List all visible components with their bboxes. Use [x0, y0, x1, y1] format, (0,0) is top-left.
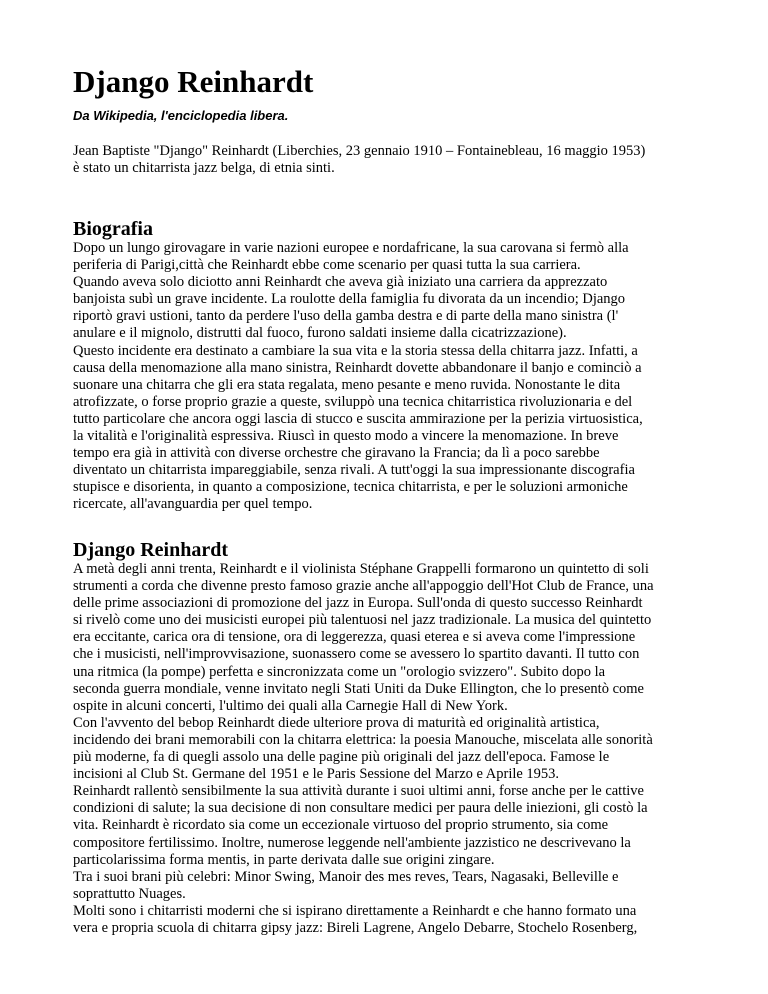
text-line: più moderne, fa di quegli assolo una delle pagine più originali del jazz dell'epoca. Famose le	[73, 749, 610, 766]
text-line: incisioni al Club St. Germane del 1951 e le Paris Sessione del Marzo e Aprile 1953.	[73, 766, 560, 783]
text-line: Tra i suoi brani più celebri: Minor Swing, Manoir des mes reves, Tears, Nagasaki, Belleville e	[73, 868, 619, 885]
text-line: Dopo un lungo girovagare in varie nazioni europee e nordafricane, la sua carovana si fermò alla	[73, 240, 629, 256]
text-line: atrofizzate, o forse proprio grazie a queste, sviluppò una tecnica chitarristica rivoluzionaria e del	[73, 393, 633, 410]
text-line: compositore fertilissimo. Inoltre, numerose leggende nell'ambiente jazzistico ne descrivevano la	[73, 834, 631, 851]
text-line: particolarissima forma mentis, in parte derivata dalle sue origini zingare.	[73, 851, 495, 868]
text-line: riportò gravi ustioni, tanto da perdere l'uso della gamba destra e di parte della mano sinistra (l'	[73, 308, 619, 325]
intro-paragraph	[73, 143, 703, 177]
text-line: Con l'avvento del bebop Reinhardt diede ulteriore prova di maturità ed originalità artistica,	[73, 714, 600, 731]
section-body-biografia	[73, 240, 703, 514]
text-line: è stato un chitarrista jazz belga, di etnia sinti.	[73, 160, 335, 177]
text-line: anulare e il mignolo, distrutti dal fuoco, furono saldati insieme dalla cicatrizzazione).	[73, 325, 567, 342]
text-line: Molti sono i chitarristi moderni che si ispirano direttamente a Reinhardt e che hanno formato una	[73, 902, 637, 919]
text-line: incidendo dei brani memorabili con la chitarra elettrica: la poesia Manouche, miscelata alle sonorità	[73, 731, 653, 748]
text-line: Reinhardt rallentò sensibilmente la sua attività durante i suoi ultimi anni, forse anche per le cattive	[73, 783, 644, 800]
text-line: seconda guerra mondiale, venne invitato negli Stati Uniti da Duke Ellington, che lo presentò come	[73, 680, 644, 697]
text-line: era eccitante, carica ora di tensione, ora di leggerezza, quasi eterea e si aveva come l'impressione	[73, 629, 636, 646]
text-line: la vitalità e l'originalità espressiva. Riuscì in questo modo a vincere la menomazione. In breve	[73, 428, 619, 445]
text-line: stupisce e disorienta, in quanto a composizione, tecnica chitarrista, e per le soluzioni armoniche	[73, 479, 628, 496]
page-subtitle: Da Wikipedia, l'enciclopedia libera.	[73, 108, 289, 123]
text-line: soprattutto Nuages.	[73, 885, 186, 902]
text-line: tutto particolare che ancora oggi lascia di stucco e suscita ammirazione per la perizia virtuosistica,	[73, 410, 643, 427]
text-line: si rivelò come uno dei musicisti europei più talentuosi nel jazz tradizionale. La musica del quintetto	[73, 612, 652, 629]
section-heading-biografia: Biografia	[73, 218, 153, 240]
text-line: causa della menomazione alla mano sinistra, Reinhardt dovette abbandonare il banjo e cominciò a	[73, 359, 642, 376]
text-line: periferia di Parigi,città che Reinhardt ebbe come scenario per quasi tutta la sua carriera.	[73, 257, 581, 274]
page-title: Django Reinhardt	[73, 64, 314, 99]
text-line: tempo era già in attività con diverse orchestre che giravano la Francia; da lì a poco sarebbe	[73, 445, 600, 462]
text-line: condizioni di salute; la sua decisione di non consultare medici per paura delle iniezioni, gli costò la	[73, 800, 648, 817]
text-line: strumenti a corda che divenne presto famoso grazie anche all'appoggio dell'Hot Club de France, una	[73, 578, 654, 595]
text-line: delle prime associazioni di promozione del jazz in Europa. Sull'onda di questo successo Reinhardt	[73, 595, 643, 612]
text-line: diventato un chitarrista impareggiabile, senza rivali. A tutt'oggi la sua impressionante discografia	[73, 462, 635, 479]
text-line: A metà degli anni trenta, Reinhardt e il violinista Stéphane Grappelli formarono un quintetto di soli	[73, 561, 649, 577]
section-body-django-reinhardt	[73, 561, 703, 937]
text-line: ospite in alcuni concerti, l'ultimo dei quali alla Carnegie Hall di New York.	[73, 697, 508, 714]
text-line: Quando aveva solo diciotto anni Reinhardt che aveva già iniziato una carriera da apprezzato	[73, 274, 608, 291]
section-heading-django-reinhardt: Django Reinhardt	[73, 539, 229, 561]
text-line: Questo incidente era destinato a cambiare la sua vita e la storia stessa della chitarra jazz. Infatti, a	[73, 342, 638, 359]
text-line: vita. Reinhardt è ricordato sia come un eccezionale virtuoso del proprio strumento, sia come	[73, 817, 609, 834]
text-line: ricercate, all'avanguardia per quel tempo.	[73, 496, 313, 513]
text-line: vera e propria scuola di chitarra gipsy jazz: Bireli Lagrene, Angelo Debarre, Stochelo Rosenberg,	[73, 919, 638, 936]
text-line: suonare una chitarra che gli era stata regalata, meno pesante e meno ruvida. Nonostante le dita	[73, 376, 621, 393]
text-line: Jean Baptiste "Django" Reinhardt (Liberchies, 23 gennaio 1910 – Fontainebleau, 16 maggio 1953)	[73, 143, 646, 159]
text-line: una ritmica (la pompe) perfetta e sincronizzata come un "orologio svizzero". Subito dopo la	[73, 663, 606, 680]
text-line: che i musicisti, nell'improvvisazione, suonassero come se avessero lo spartito davanti. Il tutto con	[73, 646, 640, 663]
text-line: banjoista subì un grave incidente. La roulotte della famiglia fu divorata da un incendio; Django	[73, 291, 626, 308]
